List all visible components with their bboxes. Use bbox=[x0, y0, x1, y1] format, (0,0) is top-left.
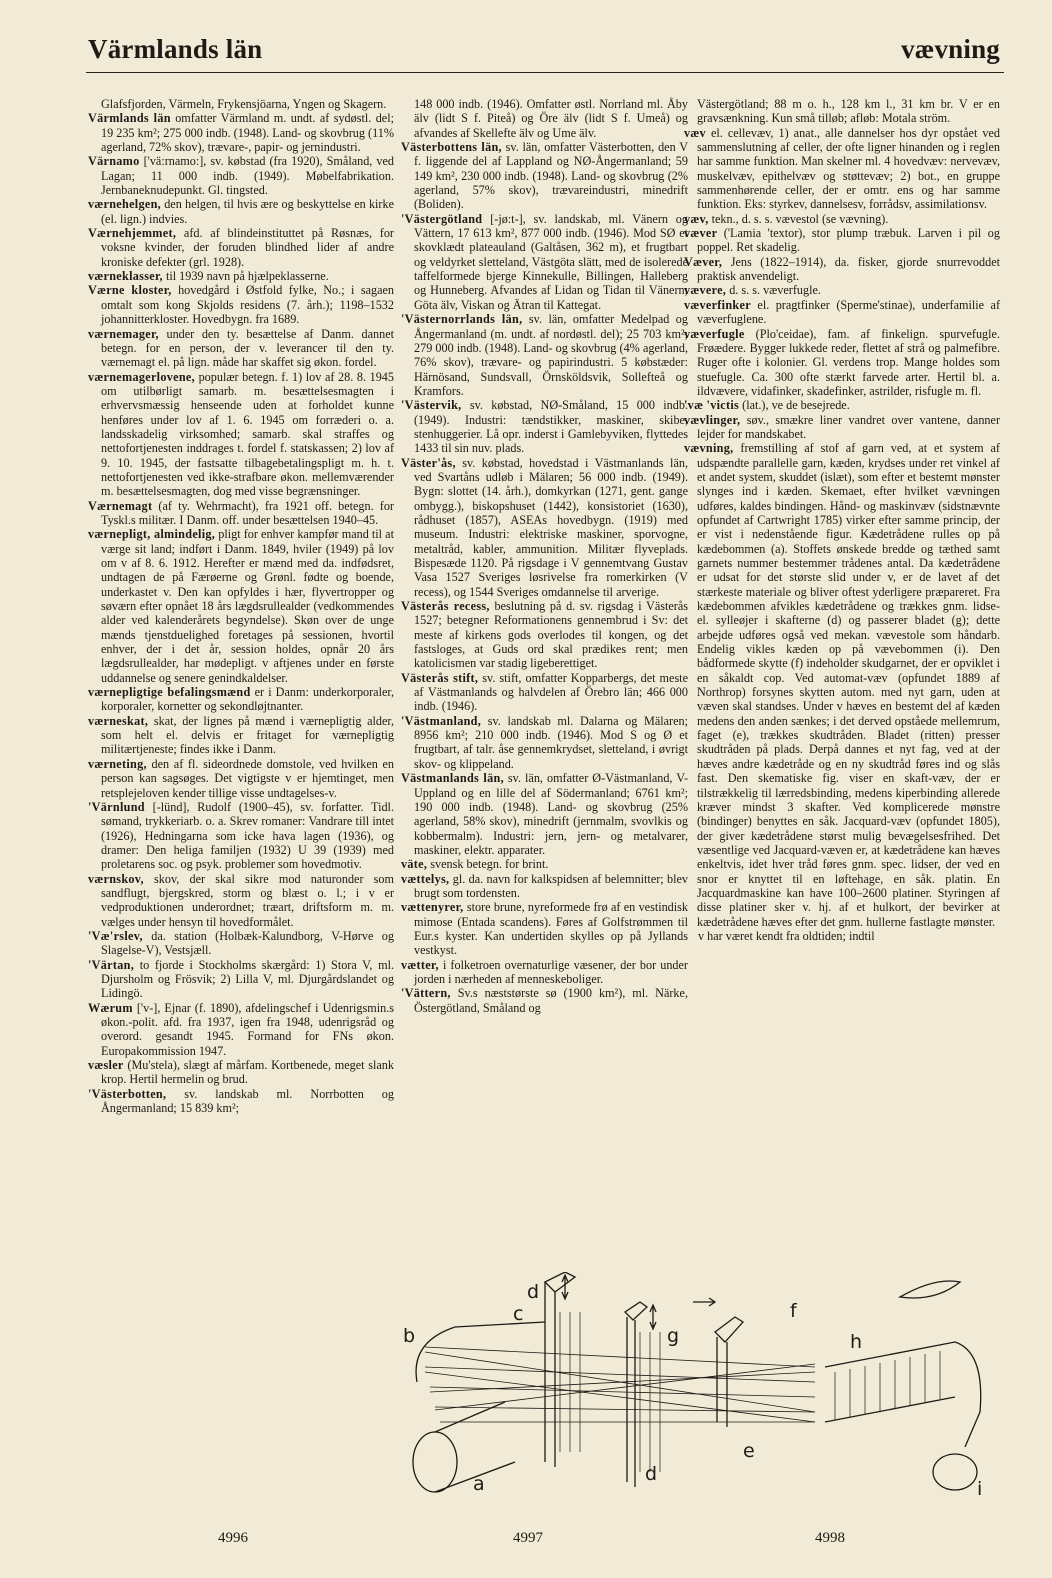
entry-headword: væverfinker bbox=[684, 297, 751, 312]
entry-headword: Västerås stift, bbox=[401, 670, 479, 685]
label-i: i bbox=[977, 1478, 983, 1497]
warp-beam bbox=[413, 1432, 457, 1492]
entry-text: [-lünd], Rudolf (1900–45), sv. forfatter. Tidl. sømand, trykkeriarb. o. a. Skrev romaner: Vandrare till intet (1926), Hedningarna som icke hava lagen (1936), og dramer: Den heliga familjen (1932) U 39 (1939) med proletarens soc. og psyk. problemer som hovedmotiv. bbox=[101, 799, 394, 872]
cloth-beam bbox=[933, 1454, 977, 1490]
dictionary-entry bbox=[684, 226, 1000, 255]
column-2 bbox=[401, 97, 688, 1015]
dictionary-entry bbox=[684, 327, 1000, 399]
entry-headword: væsler bbox=[88, 1058, 124, 1073]
entry-headword: vættelys, bbox=[401, 871, 450, 886]
entry-text: ('Lamia 'textor), stor plump træbuk. Larven i pil og poppel. Ret skadelig. bbox=[697, 226, 1000, 255]
dictionary-entry bbox=[88, 226, 394, 269]
dictionary-entry bbox=[88, 154, 394, 197]
dictionary-entry bbox=[401, 312, 688, 398]
dictionary-entry bbox=[684, 97, 1000, 126]
dictionary-entry bbox=[401, 456, 688, 599]
dictionary-entry bbox=[88, 757, 394, 800]
entry-text: sv. landskab ml. Dalarna og Mälaren; 8956 km²; 210 000 indb. (1946). Mod S og Ø et frugtbart, af talr. åse gennemkrydset, sletteland, i øvrigt skov- og klippeland. bbox=[414, 713, 688, 771]
entry-headword: Wærum bbox=[88, 1000, 133, 1015]
entry-text: v har været kendt fra oldtiden; indtil bbox=[698, 928, 875, 943]
entry-text: søv., smækre liner vandret over vantene, danner lejder for mandskabet. bbox=[697, 412, 1000, 441]
entry-text: sv. län, omfatter Medelpad og Ångermanland (m. undt. af nordøstl. del); 25 703 km²; 279 000 indb. (1948). Land- og skovbrug (4% agerland, 76% skov), trævare- og papirindustri. 5 købstæder: Härnösand, Sundsvall, Örnsköldsvik, Sollefteå og Kramfors. bbox=[414, 312, 688, 398]
dictionary-entry bbox=[88, 327, 394, 370]
dictionary-entry bbox=[684, 255, 1000, 284]
dictionary-entry bbox=[88, 800, 394, 872]
entry-text: el. cellevæv, 1) anat., alle dannelser hos dyr opstået ved sammenslutning af celler, der ofte ligner hinanden og i reglen har samme funktion. Man skelner ml. 4 hovedvæv: nervevæv, muskelvæv, epithelvæv og støttevæv; 2) bot., en gruppe sammenhørende celler, der er omtr. ens og har samme funktion. Eks: styrkev, dannelsesv, forrådsv, assimilationsv. bbox=[697, 125, 1000, 212]
entry-text: to fjorde i Stockholms skærgård: 1) Stora V, ml. Djursholm og Frösvik; 2) Lilla V, ml. Djurgårdslandet og Lidingö. bbox=[101, 957, 394, 1001]
entry-headword: Væver, bbox=[684, 254, 723, 269]
entry-text: d. s. s. væverfugle. bbox=[726, 283, 821, 298]
entry-headword: værnehelgen, bbox=[88, 197, 161, 212]
label-g: g bbox=[667, 1325, 680, 1347]
dictionary-entry bbox=[88, 97, 394, 111]
entry-text: (af ty. Wehrmacht), fra 1921 off. betegn. for Tyskl.s militær. I Danm. off. under besættelsen 1940–45. bbox=[101, 498, 394, 527]
entry-headword: 'Vättern, bbox=[401, 986, 451, 1001]
entry-text: under den ty. besættelse af Danm. dannet betegn. for en person, der v. leverancer til den ty. værnemagt el. på lign. måde har skaffet sig økon. fordel. bbox=[101, 326, 394, 370]
dictionary-entry bbox=[88, 872, 394, 929]
dictionary-entry bbox=[401, 958, 688, 987]
entry-headword: 'Värnlund bbox=[88, 799, 145, 814]
entry-headword: Värnamo bbox=[88, 154, 140, 169]
label-d-top: d bbox=[527, 1281, 540, 1303]
dictionary-entry bbox=[684, 441, 1000, 929]
column-3 bbox=[684, 97, 1000, 943]
entry-text: ['v-], Ejnar (f. 1890), afdelingschef i Udenrigsmin.s økon.-polit. afd. fra 1937, igen fra 1948, udenrigsråd og overord. gesandt 1945. Formand for FNs økon. Europakommission 1947. bbox=[101, 1000, 394, 1058]
dictionary-entry bbox=[684, 413, 1000, 442]
dictionary-entry bbox=[88, 111, 394, 154]
entry-text: skat, der lignes på mænd i værnepligtig alder, som helt el. delvis er fritaget for værnepligtig militærtjeneste; findes ikke i Danm. bbox=[101, 713, 394, 757]
entry-text: populær betegn. f. 1) lov af 28. 8. 1945 om utilbørligt samarb. m. besættelsesmagten i erhvervsmæssig henseende uden at forholdet kunne henføres under lov af 1. 6. 1945 om forræderi o. a. landsskadelig virksomhed; samarb. skal straffes og nettofortjenesten inddrages t. fordel f. statskassen; 2) lov af 9. 10. 1945, der fastsatte tilbagebetalingspligt m. h. t. nettofortjenesten ved ikke-strafbare økon. mellemværender m. besættelsesmagten, dog med visse begrænsninger. bbox=[101, 369, 394, 499]
dictionary-entry bbox=[684, 126, 1000, 212]
entry-headword: værneklasser, bbox=[88, 269, 163, 284]
entry-headword: værnepligtige befalingsmænd bbox=[88, 685, 251, 700]
entry-text: svensk betegn. for brint. bbox=[427, 857, 549, 872]
entry-headword: 'Västmanland, bbox=[401, 713, 482, 728]
entry-text: 148 000 indb. (1946). Omfatter østl. Norrland ml. Åby älv (lidt S f. Piteå) og Öre älv (lidt S f. Umeå) og afvandes af Skellefte älv og Ume älv. bbox=[414, 97, 688, 140]
entry-text: pligt for enhver kampfør mand til at værge sit land; indført i Danm. 1849, hviler (1949) på lov om v af 8. 6. 1912. Herefter er mænd med da. indfødsret, undtagen de på Færøerne og Grønl. fødte og boende, underkastet v. Den kan opfyldes i hær, flyvertropper og søværn efter opnået 18 års lægdsrullealder (vedkommendes alder ved kalenderårets begyndelse). Skøn over de unge mænds tjenstduelighed foretages på sessionen, hvortil enhver, der i det år, session holdes, opnår 20 års lægdsrullealder, har mødepligt. v aftjenes under en første uddannelse og senere genindkaldelser. bbox=[101, 527, 394, 685]
dictionary-entry bbox=[88, 1001, 394, 1058]
column-1 bbox=[88, 97, 394, 1115]
label-c: c bbox=[513, 1303, 524, 1325]
dictionary-entry bbox=[88, 283, 394, 326]
entry-text: omfatter Värmland m. undt. af sydøstl. del; 19 235 km²; 275 000 indb. (1948). Land- og skovbrug (11% agerland, 72% skov), trævare-, papir- og jernindustri. bbox=[101, 111, 394, 155]
dictionary-entry bbox=[684, 212, 1000, 226]
entry-text: sv. län, omfatter Ø-Västmanland, V-Uppland og en lille del af Södermanland; 6761 km²; 190 000 indb. (1948). Land- og skovbrug (25% agerland, 58% skov), minedrift (jernmalm, svovlkis og kobbermalm). Industri: jern, jern- og metalvarer, maskiner, elektr. apparater. bbox=[414, 771, 689, 857]
entry-text: sv. län, omfatter Västerbotten, den V f. liggende del af Lappland og NØ-Ångermanland; 59 149 km², 230 000 indb. (1948). Land- og skovbrug (2% agerland, 57% skov), trævareindustri, minedrift (Boliden). bbox=[414, 140, 689, 212]
entry-text: Glafsfjorden, Värmeln, Frykensjöarna, Yngen og Skagern. bbox=[101, 97, 387, 111]
dictionary-entry bbox=[401, 857, 688, 871]
entry-headword: Väster'ås, bbox=[401, 455, 456, 470]
dictionary-entry bbox=[401, 212, 688, 312]
entry-headword: 'Västergötland bbox=[401, 211, 483, 226]
dictionary-entry bbox=[88, 197, 394, 226]
entry-text: ['vä:rnamo:], sv. købstad (fra 1920), Småland, ved Lagan; 11 000 indb. (1949). Møbelfabrikation. Jernbaneknudepunkt. Gl. tingsted. bbox=[101, 154, 394, 198]
dictionary-entry bbox=[401, 714, 688, 771]
entry-headword: vævere, bbox=[684, 283, 727, 298]
entry-text: fremstilling af stof af garn ved, at et system af udspændte parallelle garn, kæden, krydses under ret vinkel af et andet system, skuddet (islæt), som efter et bestemt mønster slynges ind i kæden. Skemaet, efter hvilket vævningen udføres, kaldes bindingen. Hånd- og maskinvæv (sidstnævnte opfundet af Cartwright 1785) virker efter samme princip, der er vist i nedenstående figur. Kædetrådene rulles op på kædebommen (a). Stoffets ønskede bredde og tæthed samt garnets nummer bestemmer trådenes antal. Da kædetrådene er udsat for det største slid under v, er de lavet af det stærkeste materiale og bliver oftest yderligere præpareret. Fra kædebommen afvikles kædetrådene og trækkes gnm. lidse- el. sylleøjer i skafterne (d) og passerer bladet (g); dette arbejde udføres også ved mekan. vævestole som håndarb. Endelig vikles kæden op på vævebommen (i). Den bådformede skytte (f) indeholder skudgarnet, der er opviklet i en såkaldt cop. Ved automat-væv (opfundet 1889 af Northrop) forsynes skytten autom. med nyt garn, uden at væven skal standses. Under v hæves en bestemt del af kæden medens den anden sænkes; i det derved opståede mellemrum, faget (e), trækkes skudtråden. Bladet (ritten) presser skudtråden på plads. Derpå dannes et nyt fag, ved at der hæves andre kædetråde og en ny skudtråd føres ind og slås fast. Den skematiske fig. viser en skaft-væv, der er tilstrækkelig til lærredsbinding, medens kiperbinding allerede kræver mindst 3 skafter. Ved komplicerede mønstre (bindinger) benyttes en såk. Jacquard-væv (opfundet 1805), der giver kædetrådene størst mulig bevægelsesfrihed. Det væsentlige ved Jacquard-væven er, at kædetrådene kan hæves enkeltvis, idet hver tråd føres gnm. spec. lidser, der ved en snor er knyttet til en løftehage, en såk. platin. En Jacquardmaskine kan have 100–2600 platiner. Styringen af disse platiner sker v. hj. af et hulkort, der bevirker at kædetrådene hæves efter det gnm. hullerne fastlagte mønster. bbox=[697, 441, 1000, 929]
entry-text: beslutning på d. sv. rigsdag i Västerås 1527; betegner Reformationens gennembrud i Sv: det meste af kirkens gods overlodes til kongen, og det fastsloges, at Guds ord skal prædikes rent; men katolicismen var stadig ligeberettiget. bbox=[414, 599, 688, 671]
dictionary-entry bbox=[88, 370, 394, 499]
entry-text: (lat.), ve de besejrede. bbox=[739, 398, 850, 413]
entry-headword: væv, bbox=[684, 211, 709, 226]
running-header-right: vævning bbox=[901, 34, 1000, 64]
dictionary-entry bbox=[684, 398, 1000, 412]
entry-headword: værneting, bbox=[88, 756, 147, 771]
label-a: a bbox=[473, 1473, 485, 1495]
entry-headword: vævlinger, bbox=[684, 412, 741, 427]
page-number-left: 4996 bbox=[218, 1530, 248, 1546]
entry-headword: väte, bbox=[401, 857, 428, 872]
dictionary-entry bbox=[88, 269, 394, 283]
woven-cloth bbox=[825, 1342, 981, 1447]
dictionary-entry bbox=[684, 283, 1000, 297]
entry-headword: væverfugle bbox=[684, 326, 745, 341]
page-number-right: 4998 bbox=[815, 1530, 845, 1546]
dictionary-entry bbox=[401, 140, 688, 212]
entry-text: da. station (Holbæk-Kalundborg, V-Hørve og Slagelse-V), Vestsjæll. bbox=[101, 928, 394, 958]
entry-headword: 'Värtan, bbox=[88, 957, 135, 972]
dictionary-entry bbox=[88, 685, 394, 714]
entry-headword: væv bbox=[684, 125, 706, 140]
running-header-left: Värmlands län bbox=[88, 34, 263, 64]
page-number-middle: 4997 bbox=[513, 1530, 543, 1546]
header-rule bbox=[86, 72, 1004, 73]
entry-headword: værnskov, bbox=[88, 871, 144, 886]
entry-text: sv. købstad, NØ-Småland, 15 000 indb. (1949). Industri: tændstikker, maskiner, skibe, stenhuggerier. Lå opr. inderst i Gamlebyviken, flyttedes 1433 til sin nuv. plads. bbox=[414, 398, 688, 456]
entry-headword: værnemagerlovene, bbox=[88, 369, 195, 384]
entry-headword: Västerås recess, bbox=[401, 599, 490, 614]
dictionary-entry bbox=[88, 499, 394, 528]
entry-text: [-jø:t-], sv. landskab, ml. Vänern og Vättern, 17 613 km², 877 000 indb. (1946). Mod SØ et skovklædt plateauland (Galtåsen, 362 m), et frugtbart og veldyrket sletteland, Västgöta slätt, med de isolerede taffelformede bjerge Kinnekulle, Billingen, Halleberg og Hunneberg. Afvandes af Lidan og Tidan til Vänern; Göta älv, Viskan og Ätran til Kattegat. bbox=[414, 211, 688, 312]
entry-headword: 'Västernorrlands län, bbox=[401, 312, 523, 327]
entry-text: den af fl. sideordnede domstole, ved hvilken en person kan sagsøges. Det vigtigste v er hjemtinget, men retsplejeloven kender tillige visse undtagelses-v. bbox=[101, 756, 394, 800]
heddle-frame-2 bbox=[625, 1302, 647, 1487]
entry-headword: vævning, bbox=[684, 441, 734, 456]
dictionary-entry bbox=[401, 872, 688, 901]
entry-text: hovedgård i Østfold fylke, No.; i sagaen omtalt som kong Skjolds residens (7. årh.); 1198–1532 johannitterkloster. Hovedbygn. fra 1689. bbox=[101, 283, 394, 327]
entry-text: Västergötland; 88 m o. h., 128 km l., 31 km br. V er en gravsænkning. Kun små tilløb; afløb: Motala ström. bbox=[697, 97, 1000, 126]
dictionary-entry bbox=[684, 929, 1000, 943]
entry-headword: vætter, bbox=[401, 957, 439, 972]
label-d-bottom: d bbox=[645, 1463, 658, 1485]
dictionary-entry bbox=[401, 900, 688, 957]
dictionary-entry bbox=[401, 671, 688, 714]
entry-headword: værneskat, bbox=[88, 713, 149, 728]
dictionary-entry bbox=[88, 527, 394, 685]
entry-text: afd. af blindeinstituttet på Røsnæs, for voksne kvinder, der foruden blindhed lider af andre kroniske defekter (grl. 1928). bbox=[101, 226, 394, 269]
entry-text: til 1939 navn på hjælpeklasserne. bbox=[162, 269, 329, 284]
dictionary-entry bbox=[401, 398, 688, 455]
dictionary-entry bbox=[88, 1087, 394, 1116]
entry-text: (Plo'ceidae), fam. af finkelign. spurvefugle. Frøædere. Bygger lukkede reder, flettet af strå og palmefibre. Ruger ofte i kolonier. Gl. verdens trop. Mange holdes som stuefugle. Ca. 300 ofte stærkt farvede arter. Hertil bl. a. ildvævere, vidafinker, skadefinker, astrilder, risfugle m. fl. bbox=[697, 326, 1000, 398]
entry-text: sv. stift, omfatter Kopparbergs, det meste af Västmanlands og halvdelen af Örebro län; 466 000 indb. (1946). bbox=[414, 670, 688, 714]
entry-text: den helgen, til hvis ære og beskyttelse en kirke (el. lign.) indvies. bbox=[101, 197, 394, 226]
loom-diagram bbox=[395, 1272, 990, 1497]
entry-text: Sv.s næststørste sø (1900 km²), ml. Närke, Östergötland, Småland og bbox=[414, 986, 688, 1015]
entry-text: (Mu'stela), slægt af mårfam. Kortbenede, meget slank krop. Hertil hermelin og brud. bbox=[101, 1058, 394, 1087]
dictionary-entry bbox=[684, 298, 1000, 327]
entry-text: tekn., d. s. s. vævestol (se vævning). bbox=[708, 211, 889, 226]
dictionary-entry bbox=[88, 714, 394, 757]
entry-headword: værnemager, bbox=[88, 326, 159, 341]
entry-text: sv. købstad, hovedstad i Västmanlands län, ved Svartåns udløb i Mälaren; 56 000 indb. (1949). Bygn: slottet (14. årh.), domkyrkan (1271, gent. gange ombygg.), biskopshuset (1442), konsistoriet (1630), rådhuset (1857), ASEAs hovedbygn. (1919) med museum. Industri: elektriske maskiner, sporvogne, metaltråd, kabler, ammunition. Militær flyveplads. Bispesæde 1120. På rigsdage i V gennemtvang Gustav Vasa 1527 Sveriges løsrivelse fra romerkirken (V recess), og 1544 Sveriges omdannelse til arverige. bbox=[414, 455, 688, 599]
dictionary-entry bbox=[88, 958, 394, 1001]
entry-headword: 'Västerbotten, bbox=[88, 1086, 167, 1101]
entry-text: er i Danm: underkorporaler, korporaler, kornetter og sekondløjtnanter. bbox=[101, 685, 395, 714]
entry-headword: Værnehjemmet, bbox=[88, 226, 177, 241]
entry-headword: Värmlands län bbox=[88, 111, 171, 126]
entry-text: i folketroen overnaturlige væsener, der bor under jorden i nærheden af menneskeboliger. bbox=[414, 957, 688, 986]
entry-headword: Værne kloster, bbox=[88, 283, 172, 298]
entry-headword: væver bbox=[684, 226, 718, 241]
entry-headword: værnepligt, almindelig, bbox=[88, 527, 216, 542]
entry-text: sv. landskab ml. Norrbotten og Ångermanland; 15 839 km²; bbox=[101, 1086, 394, 1116]
dictionary-entry bbox=[88, 1058, 394, 1087]
dictionary-entry bbox=[401, 599, 688, 671]
shuttle bbox=[900, 1281, 960, 1298]
entry-headword: 'Västervik, bbox=[401, 398, 462, 413]
entry-text: el. pragtfinker (Sperme'stinae), underfamilie af væverfuglene. bbox=[697, 297, 1000, 327]
entry-headword: Västmanlands län, bbox=[401, 771, 504, 786]
entry-headword: vættenyrer, bbox=[401, 900, 464, 915]
entry-text: Jens (1822–1914), da. fisker, gjorde snurrevoddet praktisk anvendeligt. bbox=[697, 254, 1000, 284]
entry-headword: 'væ 'victis bbox=[684, 398, 740, 413]
entry-headword: 'Væ'rslev, bbox=[88, 928, 143, 943]
label-f: f bbox=[790, 1300, 797, 1322]
label-e: e bbox=[743, 1440, 755, 1462]
dictionary-entry bbox=[401, 771, 688, 857]
dictionary-entry bbox=[401, 986, 688, 1015]
entry-text: gl. da. navn for kalkspidsen af belemnitter; blev brugt som tordensten. bbox=[414, 871, 688, 900]
label-h: h bbox=[850, 1331, 863, 1353]
entry-headword: Västerbottens län, bbox=[401, 140, 502, 155]
dictionary-entry bbox=[88, 929, 394, 958]
entry-headword: Værnemagt bbox=[88, 498, 153, 513]
label-b: b bbox=[403, 1325, 416, 1347]
entry-text: store brune, nyreformede frø af en vestindisk mimose (Entada scandens). Føres af Golfstrømmen til Eur.s kyster. Kan undertiden skylles op på Jyllands vestkyst. bbox=[414, 900, 688, 958]
entry-text: skov, der skal sikre mod naturonder som sandflugt, bjergskred, storm og blæst o. l.; i v er vedproduktionen underordnet; træart, driftsform m. m. vælges under hensyn til hovedformålet. bbox=[101, 871, 394, 929]
dictionary-entry bbox=[401, 97, 688, 140]
